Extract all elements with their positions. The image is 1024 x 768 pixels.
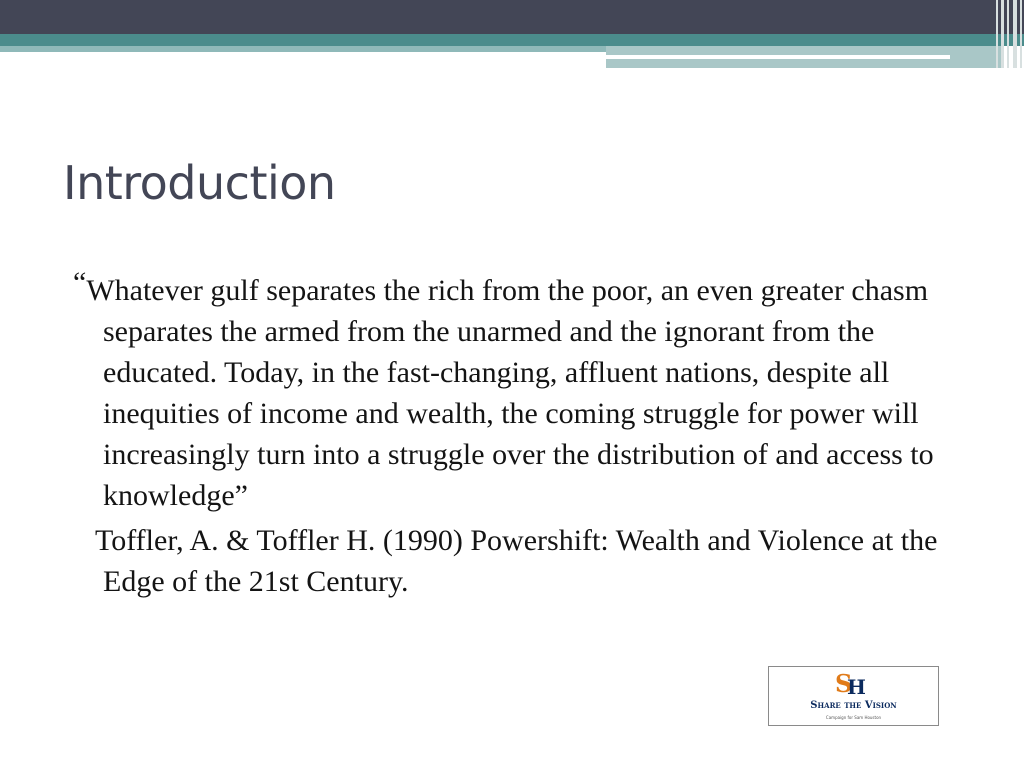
logo-initial-s: S bbox=[835, 669, 853, 698]
stripe bbox=[996, 0, 998, 68]
teal-band bbox=[0, 34, 1024, 46]
citation: Toffler, A. & Toffler H. (1990) Powershift: Wealth and Violence at the Edge of the 21st Century. bbox=[95, 524, 938, 598]
stripe bbox=[1013, 0, 1017, 68]
share-the-vision-logo bbox=[768, 666, 939, 726]
teal-light-band bbox=[0, 46, 606, 52]
stripe bbox=[1020, 0, 1022, 68]
slide-body bbox=[73, 262, 953, 602]
quote-paragraph bbox=[73, 262, 953, 516]
stripe bbox=[1007, 0, 1009, 68]
open-quote-mark: “ bbox=[73, 266, 87, 299]
top-dark-bar bbox=[0, 0, 1024, 34]
slide-title: Introduction bbox=[63, 156, 336, 210]
logo-initial-h: H bbox=[847, 675, 866, 699]
logo-tagline: Campaign for Sam Houston bbox=[825, 715, 882, 720]
right-stripes bbox=[994, 0, 1024, 68]
logo-name: Share the Vision bbox=[810, 700, 897, 711]
sh-monogram-icon bbox=[835, 671, 871, 699]
stripe bbox=[1001, 0, 1004, 68]
quote-text: Whatever gulf separates the rich from the poor, an even greater chasm separates the armed from the unarmed and the ignorant from the educated. Today, in the fast-changing, affluent nations, despite all inequities of income and wealth, the coming struggle for power will increasingly turn into a struggle over the distribution of and access to knowledge” bbox=[86, 274, 934, 512]
header-white-line bbox=[606, 55, 950, 59]
